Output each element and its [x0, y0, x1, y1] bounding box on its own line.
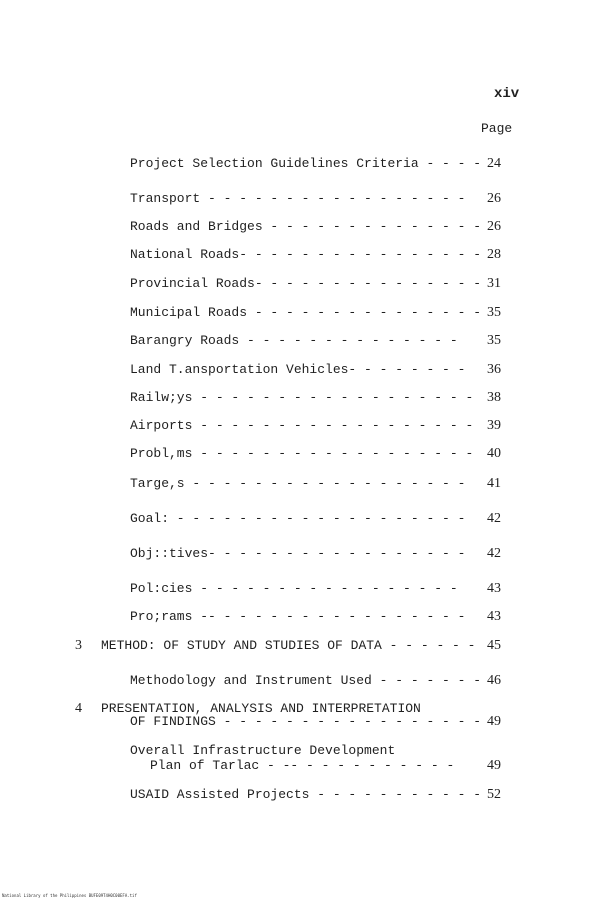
- toc-entry-page: 49: [487, 758, 501, 773]
- toc-entry-page: 41: [487, 476, 501, 491]
- toc-entry-label: Goal: - - - - - - - - - - - - - - - - - - -: [130, 511, 466, 526]
- toc-entry-page: 43: [487, 609, 501, 624]
- toc-entry-label: Land T.ansportation Vehicles- - - - - - - -: [130, 362, 466, 377]
- page-column-label: Page: [481, 121, 513, 136]
- toc-entry-page: 26: [487, 219, 501, 234]
- toc-entry-page: 46: [487, 673, 501, 688]
- toc-entry-label: Barangry Roads - - - - - - - - - - - - - -: [130, 333, 458, 348]
- toc-entry-label: Methodology and Instrument Used - - - - - - -: [130, 673, 482, 688]
- toc-entry-label: Roads and Bridges - - - - - - - - - - - - - -: [130, 219, 482, 234]
- toc-entry-page: 49: [487, 714, 501, 729]
- chapter-number: 4: [75, 701, 82, 716]
- page-number-roman: xiv: [494, 86, 520, 102]
- toc-entry-page: 43: [487, 581, 501, 596]
- toc-entry-page: 24: [487, 156, 501, 171]
- toc-entry-label: Project Selection Guidelines Criteria - - - -: [130, 156, 482, 171]
- toc-entry-page: 38: [487, 390, 501, 405]
- toc-chapter-label: OF FINDINGS - - - - - - - - - - - - - - - - -: [130, 714, 482, 729]
- toc-entry-label: Railw;ys - - - - - - - - - - - - - - - - - -: [130, 390, 474, 405]
- toc-entry-label: Transport - - - - - - - - - - - - - - - - -: [130, 191, 466, 206]
- toc-entry-label: Overall Infrastructure Development: [130, 743, 396, 758]
- toc-entry-page: 39: [487, 418, 501, 433]
- toc-entry-page: 31: [487, 276, 501, 291]
- toc-entry-label: Probl,ms - - - - - - - - - - - - - - - - - -: [130, 446, 474, 461]
- toc-entry-label: Airports - - - - - - - - - - - - - - - - - -: [130, 418, 474, 433]
- toc-entry-page: 36: [487, 362, 501, 377]
- toc-chapter-label: METHOD: OF STUDY AND STUDIES OF DATA - - - - - -: [101, 638, 476, 653]
- toc-entry-label: Pol:cies - - - - - - - - - - - - - - - - -: [130, 581, 458, 596]
- toc-entry-label: Targe,s - - - - - - - - - - - - - - - - - -: [130, 476, 466, 491]
- toc-entry-label: Municipal Roads - - - - - - - - - - - - - - -: [130, 305, 482, 320]
- toc-entry-page: 35: [487, 333, 501, 348]
- scan-source-footer: National Library of the Philippines BUFE09T4H0C00EFA.tif: [2, 893, 137, 898]
- toc-entry-label: National Roads- - - - - - - - - - - - - - - -: [130, 247, 482, 262]
- toc-entry-page: 35: [487, 305, 501, 320]
- toc-entry-label: Provincial Roads- - - - - - - - - - - - - - -: [130, 276, 482, 291]
- toc-entry-page: 28: [487, 247, 501, 262]
- chapter-number: 3: [75, 638, 82, 653]
- toc-entry-label: USAID Assisted Projects - - - - - - - - - - -: [130, 787, 482, 802]
- toc-entry-page: 52: [487, 787, 501, 802]
- toc-entry-label: Obj::tives- - - - - - - - - - - - - - - - -: [130, 546, 466, 561]
- toc-entry-page: 40: [487, 446, 501, 461]
- toc-entry-page: 26: [487, 191, 501, 206]
- toc-entry-label: Plan of Tarlac - -- - - - - - - - - - -: [150, 758, 455, 773]
- toc-entry-page: 42: [487, 546, 501, 561]
- toc-chapter-label: PRESENTATION, ANALYSIS AND INTERPRETATION: [101, 701, 421, 716]
- toc-entry-page: 45: [487, 638, 501, 653]
- toc-entry-page: 42: [487, 511, 501, 526]
- toc-entry-label: Pro;rams -- - - - - - - - - - - - - - - - -: [130, 609, 466, 624]
